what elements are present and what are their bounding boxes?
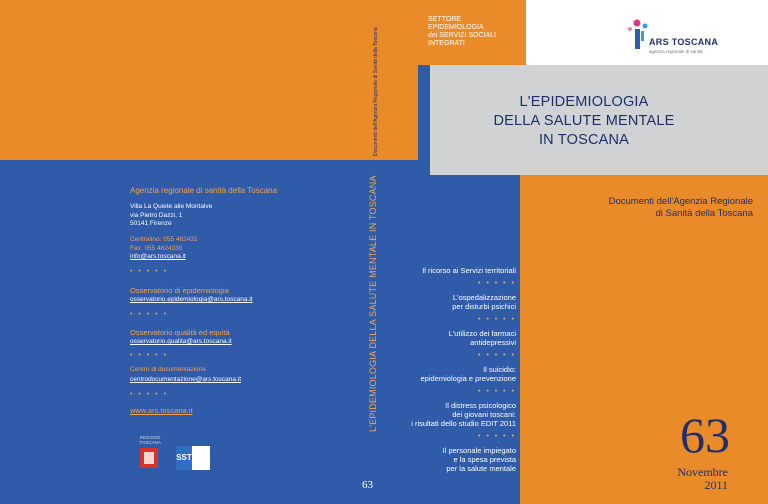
- title-line: IN TOSCANA: [538, 132, 630, 148]
- topics-list: [398, 266, 516, 473]
- separator-dots: • • • • •: [130, 391, 169, 398]
- separator-dots: • • • • •: [477, 388, 516, 395]
- sector-line: dei SERVIZI SOCIALI: [428, 32, 496, 39]
- topic-line: dei giovani toscani:: [452, 410, 516, 419]
- ars-logo: [625, 15, 745, 60]
- series-name: [560, 196, 753, 220]
- separator-dots: • • • • •: [130, 268, 169, 275]
- separator-dots: • • • • •: [130, 352, 169, 359]
- address-line: via Pietro Dazzi, 1: [130, 211, 183, 219]
- title-line: DELLA SALUTE MENTALE: [493, 113, 675, 129]
- agency-name: Agenzia regionale di sanità della Toscana: [130, 186, 278, 195]
- publication-month: Novembre: [677, 465, 728, 479]
- back-cover-top-band: [0, 0, 383, 160]
- topic-line: Il suicidio:: [483, 365, 516, 374]
- topic-item: [398, 329, 516, 347]
- sst-logo: [176, 446, 210, 470]
- topic-line: per disturbi psichici: [452, 302, 516, 311]
- spine-top-band: [383, 0, 418, 160]
- spine-title: L'EPIDEMIOLOGIA DELLA SALUTE MENTALE IN TOSCANA: [368, 175, 378, 432]
- address-block: [130, 203, 212, 229]
- ars-logo-name: ARS TOSCANA: [649, 37, 719, 47]
- sector-label: [428, 16, 496, 48]
- region-logo: [130, 435, 170, 475]
- topic-line: epidemiologia e prevenzione: [420, 374, 516, 383]
- series-line: Documenti dell'Agenzia Regionale: [608, 196, 753, 207]
- separator-dots: • • • • •: [477, 280, 516, 287]
- address-line: 50141 Firenze: [130, 220, 172, 227]
- observatory-epidemiology-email[interactable]: osservatorio.epidemiologia@ars.toscana.it: [130, 296, 253, 303]
- separator-dots: • • • • •: [477, 316, 516, 323]
- address-line: Villa La Quiete alle Montalve: [130, 203, 213, 210]
- documentation-center-email[interactable]: centrodocumentazione@ars.toscana.it: [130, 376, 242, 383]
- topic-line: Il ricorso ai Servizi territoriali: [422, 266, 516, 275]
- topic-line: per la salute mentale: [446, 464, 516, 473]
- website-link[interactable]: www.ars.toscana.it: [130, 406, 193, 415]
- topic-item: [398, 446, 516, 473]
- separator-dots: • • • • •: [130, 311, 169, 318]
- topic-line: L'ospedalizzazione: [452, 293, 516, 302]
- topic-item: [398, 401, 516, 428]
- email-link[interactable]: info@ars.toscana.it: [130, 253, 186, 260]
- title-line: L'EPIDEMIOLOGIA: [519, 94, 649, 110]
- observatory-quality-email[interactable]: osservatorio.qualita@ars.toscana.it: [130, 338, 232, 345]
- topic-item: [398, 266, 516, 275]
- publication-year: 2011: [704, 478, 728, 492]
- region-logo-label: REGIONE TOSCANA: [139, 435, 161, 445]
- volume-number: 63: [680, 407, 730, 463]
- topic-item: [398, 365, 516, 383]
- separator-dots: • • • • •: [477, 433, 516, 440]
- front-cover-blue-strip: [418, 65, 430, 175]
- sst-logo-mark: SST: [176, 446, 192, 470]
- topic-line: Il personale impiegato: [442, 446, 516, 455]
- topic-line: i risultati dello studio EDIT 2011: [411, 419, 516, 428]
- topic-item: [398, 293, 516, 311]
- spine-series-text: Documenti dell'Agenzia Regionale di Sanità della Toscana: [373, 27, 379, 156]
- sector-line: EPIDEMIOLOGIA: [428, 24, 484, 31]
- spine-number: 63: [362, 479, 373, 491]
- topic-line: antidepressivi: [470, 338, 516, 347]
- fax-number: Fax: 055 4624330: [130, 244, 183, 252]
- document-title: [470, 93, 698, 150]
- series-line: di Sanità della Toscana: [655, 208, 753, 219]
- observatory-epidemiology: Osservatorio di epidemiologia: [130, 286, 229, 295]
- observatory-quality: Osservatorio qualità ed equità: [130, 328, 230, 337]
- topic-line: L'utilizzo dei farmaci: [448, 329, 516, 338]
- topic-line: e la spesa prevista: [453, 455, 516, 464]
- publication-date: [620, 466, 728, 492]
- documentation-center: Centro di documentazione: [130, 366, 206, 373]
- separator-dots: • • • • •: [477, 352, 516, 359]
- ars-logo-tagline: agenzia regionale di sanità: [649, 49, 703, 54]
- topic-line: Il distress psicologico: [445, 401, 516, 410]
- contact-block: [130, 236, 198, 253]
- sector-line: INTEGRATI: [428, 40, 465, 47]
- region-crest-icon: [140, 448, 158, 468]
- sector-line: SETTORE: [428, 16, 461, 23]
- phone-number: Centralino: 055 462431: [130, 236, 198, 243]
